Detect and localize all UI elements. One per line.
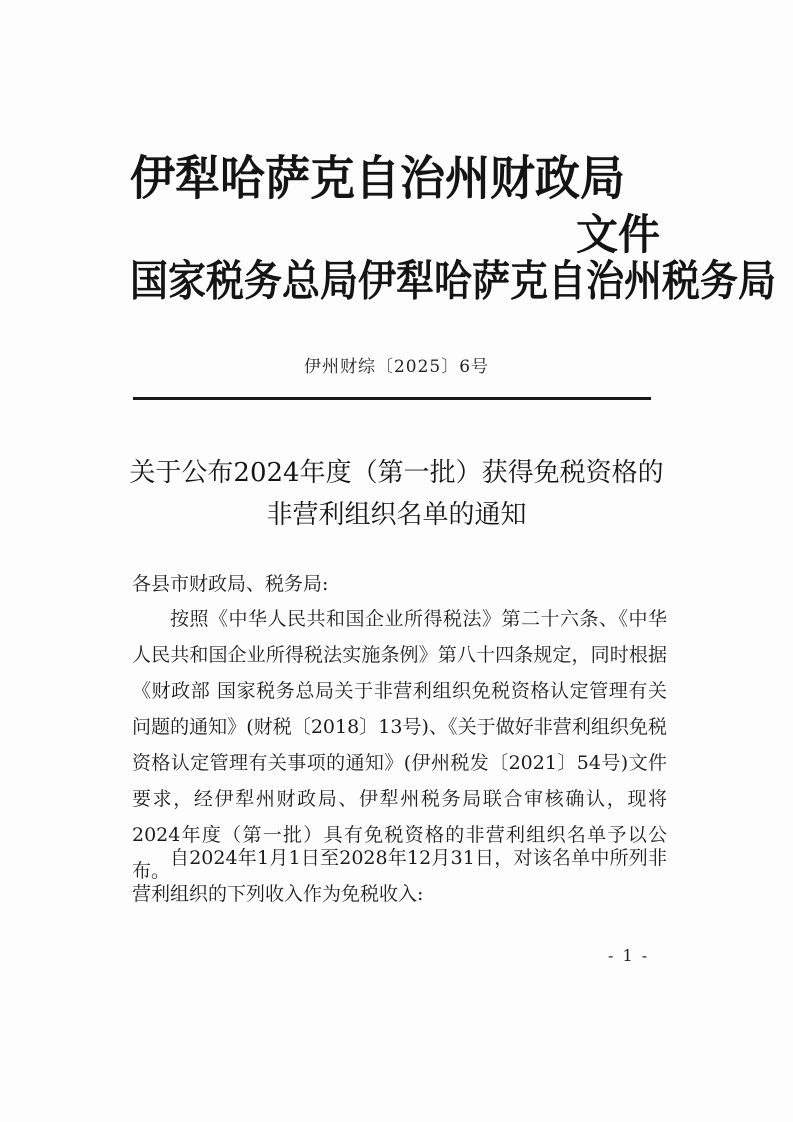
issuer-finance-bureau: 伊犁哈萨克自治州财政局	[130, 150, 626, 207]
body-paragraph-1: 按照《中华人民共和国企业所得税法》第二十六条、《中华人民共和国企业所得税法实施条例》第八十四条规定，同时根据《财政部 国家税务总局关于非营利组织免税资格认定管理有关问题的通知》(财税〔2018〕13号)、《关于做好非营利组织免税资格认定管理有关事项的通知》(伊州税发〔2021〕54号)文件要求，经伊犁州财政局、伊犁州税务局联合审核确认，现将2024年度（第一批）具有免税资格的非营利组织名单予以公布。	[132, 608, 667, 882]
header-divider	[133, 397, 651, 400]
document-title-line-2: 非营利组织名单的通知	[266, 500, 527, 530]
document-number: 伊州财综〔2025〕6号	[303, 357, 490, 377]
page-number: - 1 -	[608, 946, 650, 965]
issuer-header	[120, 140, 777, 310]
issuer-tax-bureau: 国家税务总局伊犁哈萨克自治州税务局	[130, 256, 777, 306]
document-type-label: 文件	[576, 210, 661, 259]
salutation: 各县市财政局、税务局:	[132, 573, 329, 595]
document-title-line-1: 关于公布2024年度（第一批）获得免税资格的	[129, 458, 664, 488]
body-paragraph-2: 自2024年1月1日至2028年12月31日，对该名单中所列非营利组织的下列收入作为免税收入:	[132, 847, 667, 905]
